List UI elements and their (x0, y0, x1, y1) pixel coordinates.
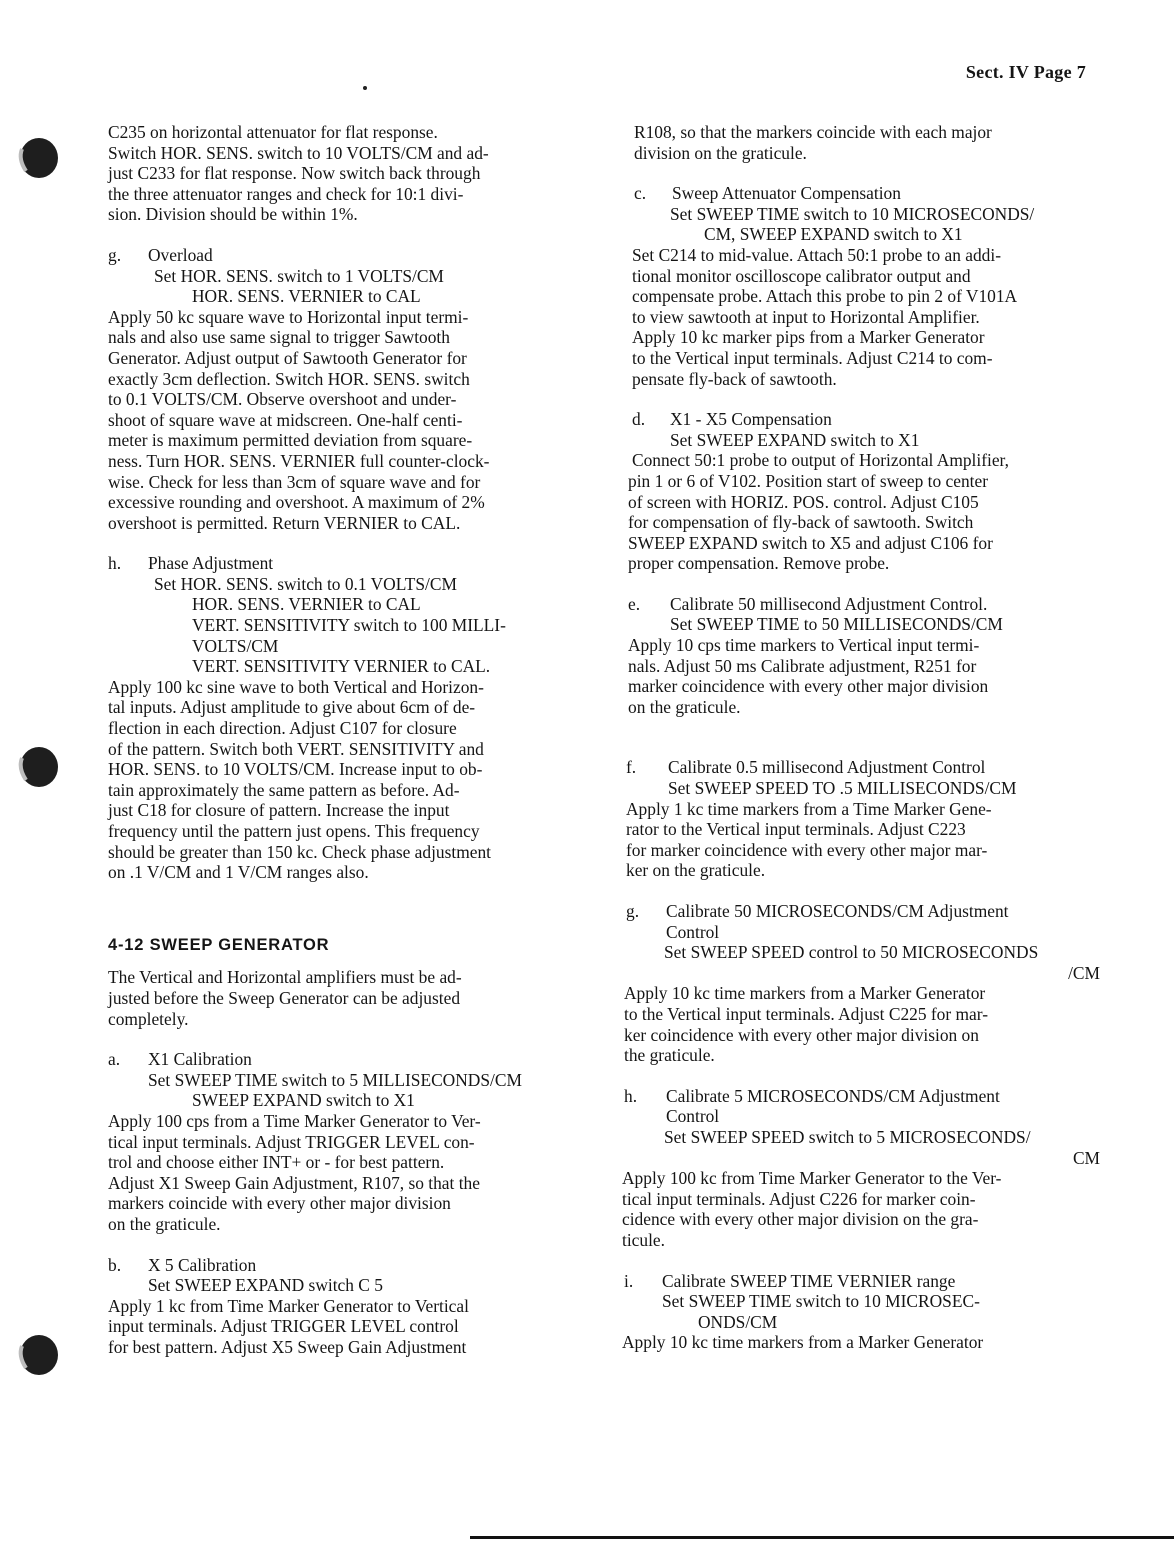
text-line: Apply 100 kc from Time Marker Generator to the Ver- (622, 1168, 1002, 1189)
setting-line: Set SWEEP EXPAND switch C 5 (148, 1275, 383, 1296)
sweep-intro-paragraph (108, 967, 598, 1029)
text-line: should be greater than 150 kc. Check phase adjustment (108, 841, 491, 862)
step-title: b. X 5 Calibration (108, 1254, 257, 1275)
text-line: Apply 1 kc from Time Marker Generator to Vertical (108, 1295, 469, 1316)
step-title: g. Overload (108, 244, 213, 265)
setting-line: Set SWEEP TIME switch to 5 MILLISECONDS/CM (148, 1069, 522, 1090)
text-line: proper compensation. Remove probe. (628, 553, 890, 574)
setting-line: Set SWEEP TIME switch to 10 MICROSECONDS/ (670, 203, 1035, 224)
setting-line: Set HOR. SENS. switch to 1 VOLTS/CM (154, 265, 444, 286)
step-label: e. (628, 593, 641, 614)
text-line: completely. (108, 1008, 189, 1029)
text-line: Set C214 to mid-value. Attach 50:1 probe to an addi- (632, 244, 1001, 265)
text-line: on the graticule. (628, 696, 741, 717)
text-line: compensate probe. Attach this probe to pin 2 of V101A (632, 286, 1018, 307)
text-line: Apply 50 kc square wave to Horizontal input termi- (108, 306, 469, 327)
setting-line: Set SWEEP TIME switch to 10 MICROSEC- (662, 1291, 980, 1312)
text-line: nals. Adjust 50 ms Calibrate adjustment, R251 for (628, 655, 977, 676)
bottom-rule (470, 1536, 1174, 1539)
text-line: the graticule. (624, 1045, 715, 1066)
text-line: tain approximately the same pattern as before. Ad- (108, 779, 460, 800)
step-label: c. (634, 183, 647, 204)
text-line: ker on the graticule. (626, 860, 766, 881)
setting-line: Set SWEEP EXPAND switch to X1 (670, 429, 920, 450)
step-label: a. (108, 1049, 121, 1070)
step-title-continued: Control (666, 1106, 720, 1127)
step-label: d. (632, 409, 646, 430)
punch-hole-middle (14, 744, 60, 790)
text-line: for marker coincidence with every other major mar- (626, 839, 988, 860)
step-label: b. (108, 1254, 122, 1275)
setting-line: ONDS/CM (698, 1311, 778, 1332)
step-title: c. Sweep Attenuator Compensation (622, 183, 1100, 204)
text-line: tical input terminals. Adjust TRIGGER LEVEL con- (108, 1131, 475, 1152)
step-label: h. (108, 553, 122, 574)
text-line: Apply 10 cps time markers to Vertical input termi- (628, 635, 980, 656)
text-line: Apply 10 kc time markers from a Marker Generator (624, 983, 986, 1004)
text-line: shoot of square wave at midscreen. One-half centi- (108, 409, 463, 430)
text-line: SWEEP EXPAND switch to X5 and adjust C106 for (628, 532, 993, 553)
text-line: frequency until the pattern just opens. This frequency (108, 821, 480, 841)
text-line: HOR. SENS. to 10 VOLTS/CM. Increase input to ob- (108, 759, 483, 780)
text-line: Switch HOR. SENS. switch to 10 VOLTS/CM and ad- (108, 142, 489, 163)
overload-step (108, 245, 598, 533)
scan-speck (363, 86, 367, 90)
text-line: pin 1 or 6 of V102. Position start of sweep to center (628, 470, 988, 491)
text-line: to the Vertical input terminals. Adjust C225 for mar- (624, 1003, 988, 1024)
step-label: i. (624, 1270, 634, 1291)
sweep-attenuator-step (622, 183, 1100, 389)
setting-line-tail: /CM (1068, 962, 1100, 983)
x5-calibration-step (108, 1255, 598, 1358)
text-line: flection in each direction. Adjust C107 for closure (108, 718, 457, 739)
step-title: i. Calibrate SWEEP TIME VERNIER range (624, 1270, 956, 1291)
text-line: nals and also use same signal to trigger Sawtooth (108, 327, 450, 348)
text-line: division on the graticule. (634, 142, 807, 163)
text-line: cidence with every other major division on the gra- (622, 1209, 979, 1230)
text-line: on the graticule. (108, 1213, 221, 1234)
text-line: Adjust X1 Sweep Gain Adjustment, R107, so that the (108, 1172, 480, 1193)
text-line: C235 on horizontal attenuator for flat response. (108, 122, 438, 142)
text-line: Apply 10 kc time markers from a Marker Generator (622, 1332, 984, 1353)
text-line: sion. Division should be within 1%. (108, 204, 358, 225)
text-line: ticule. (622, 1229, 665, 1250)
text-line: tical input terminals. Adjust C226 for marker coin- (622, 1188, 976, 1209)
text-line: rator to the Vertical input terminals. Adjust C223 (626, 819, 966, 840)
text-line: exactly 3cm deflection. Switch HOR. SENS. switch (108, 368, 470, 389)
setting-line: VOLTS/CM (192, 635, 279, 656)
text-line: of screen with HORIZ. POS. control. Adjust C105 (628, 491, 979, 512)
setting-line: Set HOR. SENS. switch to 0.1 VOLTS/CM (154, 573, 457, 594)
continuation-paragraph (622, 122, 1100, 163)
text-line: for best pattern. Adjust X5 Sweep Gain Adjustment (108, 1336, 467, 1357)
setting-line: SWEEP EXPAND switch to X1 (192, 1090, 415, 1111)
text-line: wise. Check for less than 3cm of square wave and for (108, 471, 481, 492)
calibrate-05ms-step (622, 757, 1100, 881)
text-line: The Vertical and Horizontal amplifiers must be ad- (108, 967, 462, 988)
text-line: Connect 50:1 probe to output of Horizontal Amplifier, (632, 450, 1009, 471)
setting-line: VERT. SENSITIVITY switch to 100 MILLI- (192, 615, 506, 636)
step-title: f. Calibrate 0.5 millisecond Adjustment Control (622, 757, 1100, 778)
calibrate-5us-step (622, 1086, 1100, 1251)
x1-calibration-step (108, 1049, 598, 1234)
text-line: meter is maximum permitted deviation from square- (108, 430, 473, 451)
setting-line: Set SWEEP SPEED TO .5 MILLISECONDS/CM (668, 778, 1017, 799)
text-line: Apply 100 cps from a Time Marker Generator to Ver- (108, 1110, 481, 1131)
punch-hole-top (14, 135, 60, 181)
text-line: Apply 100 kc sine wave to both Vertical and Horizon- (108, 676, 484, 697)
text-line: Apply 1 kc time markers from a Time Marker Gene- (626, 798, 992, 819)
text-line: R108, so that the markers coincide with each major (634, 122, 992, 142)
text-line: input terminals. Adjust TRIGGER LEVEL control (108, 1316, 459, 1337)
x1-x5-compensation-step (622, 409, 1100, 574)
text-line: excessive rounding and overshoot. A maximum of 2% (108, 492, 485, 513)
text-line: Apply 10 kc marker pips from a Marker Generator (632, 327, 985, 348)
step-label: g. (626, 901, 640, 921)
step-title: e. Calibrate 50 millisecond Adjustment Control. (622, 594, 1100, 615)
text-line: to view sawtooth at input to Horizontal Amplifier. (632, 306, 980, 327)
right-column (622, 122, 1100, 1353)
text-line: tal inputs. Adjust amplitude to give about 6cm of de- (108, 697, 476, 718)
text-line: marker coincidence with every other major division (628, 676, 989, 697)
text-line: ker coincidence with every other major division on (624, 1024, 979, 1045)
setting-line: HOR. SENS. VERNIER to CAL (192, 286, 421, 307)
section-heading: 4-12 SWEEP GENERATOR (108, 935, 330, 954)
text-line: pensate fly-back of sawtooth. (632, 368, 837, 389)
step-label: h. (624, 1085, 638, 1106)
attenuator-paragraph (108, 122, 598, 225)
text-line: Generator. Adjust output of Sawtooth Generator for (108, 347, 467, 368)
phase-step (108, 553, 598, 883)
step-title: h. Phase Adjustment (108, 553, 274, 574)
step-title: d. X1 - X5 Compensation (622, 409, 1100, 430)
text-line: for compensation of fly-back of sawtooth. Switch (628, 512, 974, 533)
text-line: the three attenuator ranges and check for 10:1 divi- (108, 183, 464, 204)
setting-line: VERT. SENSITIVITY VERNIER to CAL. (192, 656, 491, 677)
text-line: just C233 for flat response. Now switch back through (108, 163, 481, 184)
text-line: to the Vertical input terminals. Adjust C214 to com- (632, 347, 993, 368)
text-line: trol and choose either INT+ or - for best pattern. (108, 1152, 445, 1173)
step-label: g. (108, 244, 122, 265)
setting-line: CM, SWEEP EXPAND switch to X1 (704, 224, 963, 245)
calibrate-50ms-step (622, 594, 1100, 718)
text-line: just C18 for closure of pattern. Increase the input (108, 800, 450, 821)
calibrate-vernier-step (622, 1271, 1100, 1353)
text-line: on .1 V/CM and 1 V/CM ranges also. (108, 862, 369, 883)
setting-line: Set SWEEP SPEED control to 50 MICROSECONDS (664, 942, 1039, 963)
setting-line: Set SWEEP TIME to 50 MILLISECONDS/CM (670, 614, 1003, 635)
text-line: markers coincide with every other major division (108, 1193, 451, 1214)
step-label: f. (626, 757, 637, 778)
step-title-continued: Control (666, 921, 720, 942)
text-line: ness. Turn HOR. SENS. VERNIER full counter-clock- (108, 450, 490, 471)
punch-hole-bottom (14, 1332, 60, 1378)
setting-line-tail: CM (1072, 1147, 1100, 1168)
setting-line: HOR. SENS. VERNIER to CAL (192, 594, 421, 615)
setting-line: Set SWEEP SPEED switch to 5 MICROSECONDS/ (664, 1126, 1031, 1147)
step-title: h. Calibrate 5 MICROSECONDS/CM Adjustment (624, 1085, 1000, 1106)
text-line: of the pattern. Switch both VERT. SENSITIVITY and (108, 738, 484, 759)
text-line: tional monitor oscilloscope calibrator output and (632, 265, 971, 286)
calibrate-50us-step (622, 901, 1100, 1066)
left-column (108, 122, 598, 1357)
text-line: to 0.1 VOLTS/CM. Observe overshoot and under- (108, 389, 457, 410)
page-header: Sect. IV Page 7 (965, 62, 1086, 82)
text-line: overshoot is permitted. Return VERNIER to CAL. (108, 512, 461, 533)
step-title: g. Calibrate 50 MICROSECONDS/CM Adjustment (622, 901, 1100, 922)
step-title: a. X1 Calibration (108, 1049, 252, 1070)
text-line: justed before the Sweep Generator can be adjusted (108, 987, 461, 1008)
